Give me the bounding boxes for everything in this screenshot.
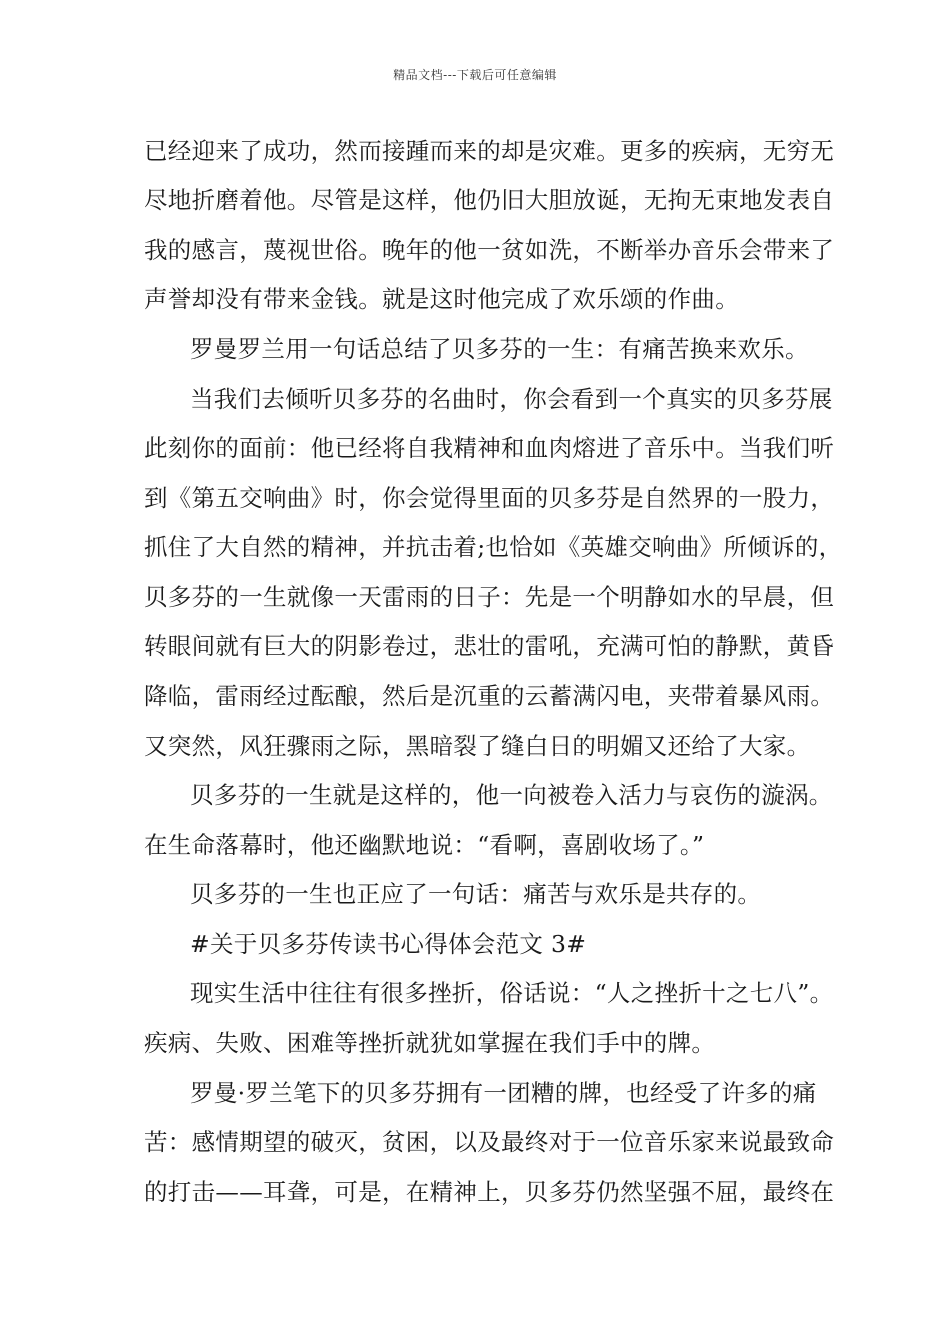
text-line: 已经迎来了成功，然而接踵而来的却是灾难。更多的疾病，无穷无: [144, 137, 835, 165]
paragraph-first-line: 现实生活中往往有很多挫折，俗话说：“人之挫折十之七八”。: [190, 979, 834, 1007]
text-line: 降临，雷雨经过酝酿，然后是沉重的云蓄满闪电，夹带着暴风雨。: [144, 682, 835, 710]
text-line: 此刻你的面前：他已经将自我精神和血肉熔进了音乐中。当我们听: [144, 434, 835, 462]
text-line: 到《第五交响曲》时，你会觉得里面的贝多芬是自然界的一股力，: [144, 484, 835, 512]
section-heading: #关于贝多芬传读书心得体会范文 3#: [190, 930, 587, 958]
paragraph-first-line: 当我们去倾听贝多芬的名曲时，你会看到一个真实的贝多芬展: [190, 385, 833, 413]
text-line: 尽地折磨着他。尽管是这样，他仍旧大胆放诞，无拘无束地发表自: [144, 186, 835, 214]
text-line: 我的感言，蔑视世俗。晚年的他一贫如洗，不断举办音乐会带来了: [144, 236, 835, 264]
paragraph-first-line: 罗曼罗兰用一句话总结了贝多芬的一生：有痛苦换来欢乐。: [190, 335, 809, 363]
paragraph-first-line: 贝多芬的一生也正应了一句话：痛苦与欢乐是共存的。: [190, 880, 762, 908]
text-line: 抓住了大自然的精神，并抗击着;也恰如《英雄交响曲》所倾诉的，: [144, 533, 843, 561]
text-line: 的打击——耳聋，可是，在精神上，贝多芬仍然坚强不屈，最终在: [144, 1178, 835, 1206]
text-line: 又突然，风狂骤雨之际，黑暗裂了缝白日的明媚又还给了大家。: [144, 732, 811, 760]
text-line: 转眼间就有巨大的阴影卷过，悲壮的雷吼，充满可怕的静默，黄昏: [144, 632, 835, 660]
text-line: 在生命落幕时，他还幽默地说：“看啊，喜剧收场了。”: [144, 831, 705, 859]
text-line: 苦：感情期望的破灭，贫困，以及最终对于一位音乐家来说最致命: [144, 1128, 835, 1156]
text-line: 疾病、失败、困难等挫折就犹如掌握在我们手中的牌。: [144, 1029, 716, 1057]
page-header: 精品文档---下载后可任意编辑: [393, 68, 557, 82]
paragraph-first-line: 罗曼·罗兰笔下的贝多芬拥有一团糟的牌，也经受了许多的痛: [190, 1079, 817, 1107]
text-line: 贝多芬的一生就像一天雷雨的日子：先是一个明静如水的早晨，但: [144, 583, 835, 611]
paragraph-first-line: 贝多芬的一生就是这样的，他一向被卷入活力与哀伤的漩涡。: [190, 781, 833, 809]
text-line: 声誉却没有带来金钱。就是这时他完成了欢乐颂的作曲。: [144, 285, 739, 313]
